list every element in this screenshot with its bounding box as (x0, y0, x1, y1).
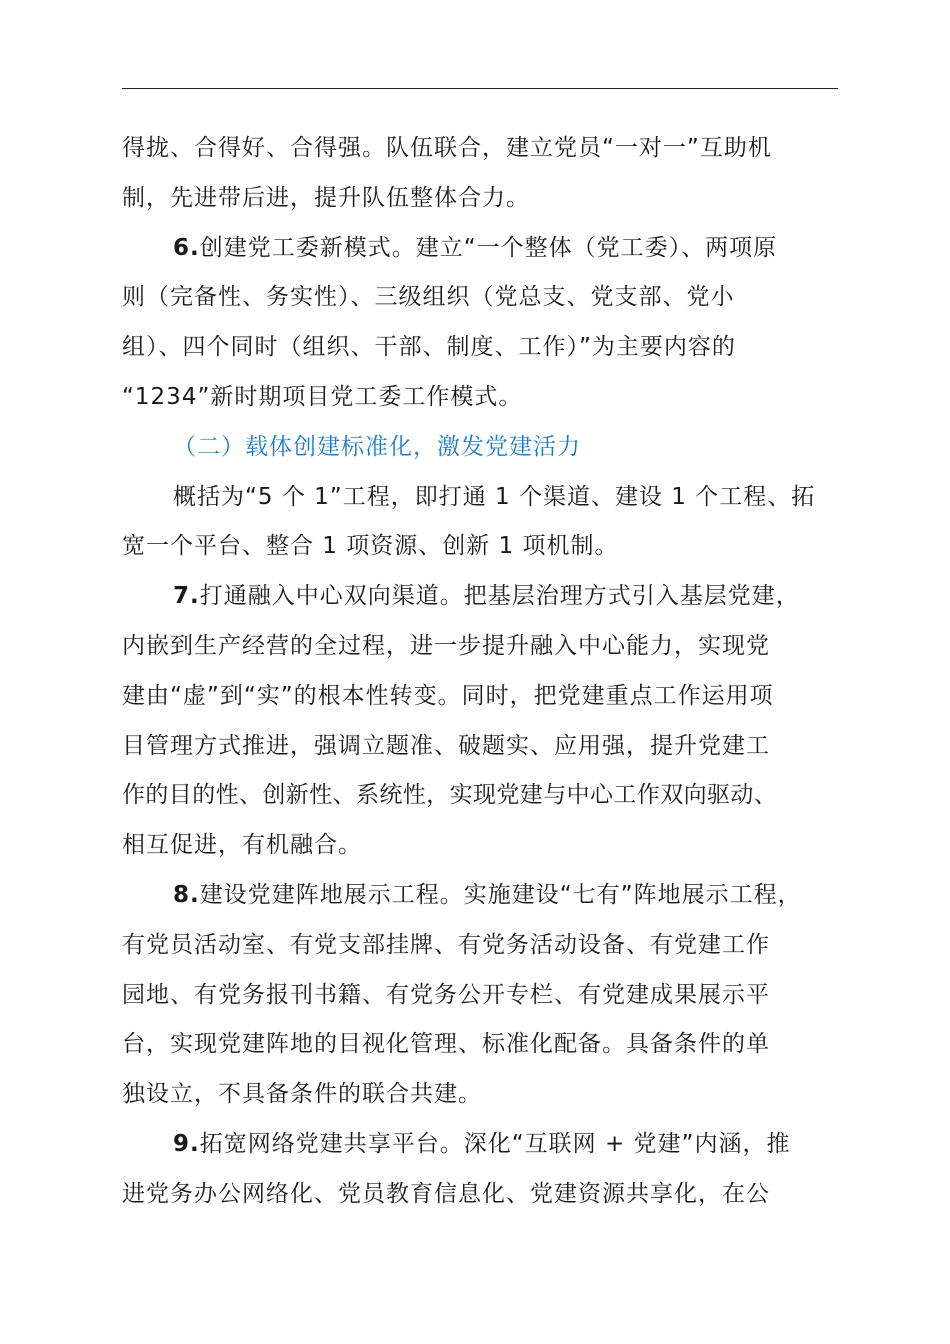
text-line: 作的目的性、创新性、系统性，实现党建与中心工作双向驱动、 (122, 782, 778, 809)
text-line: “1234”新时期项目党工委工作模式。 (122, 383, 523, 410)
text-line: 园地、有党务报刊书籍、有党务公开专栏、有党建成果展示平 (122, 981, 770, 1008)
text-line: 宽一个平台、整合 1 项资源、创新 1 项机制。 (122, 533, 619, 560)
item-number: 6. (173, 234, 200, 261)
paragraph (122, 224, 838, 423)
paragraph (122, 124, 838, 224)
item-number: 9. (173, 1130, 200, 1157)
text-line (122, 572, 838, 622)
paragraph (122, 572, 838, 871)
text-line: 台，实现党建阵地的目视化管理、标准化配备。具备条件的单 (122, 1031, 770, 1058)
text-line (122, 1120, 838, 1170)
text-line: 进党务办公网络化、党员教育信息化、党建资源共享化，在公 (122, 1180, 770, 1207)
text-line: 独设立，不具备条件的联合共建。 (122, 1081, 482, 1108)
section-heading: （二）载体创建标准化，激发党建活力 (173, 433, 581, 460)
text-line (122, 224, 838, 274)
text-run: 创建党工委新模式。建立“一个整体（党工委）、两项原 (199, 234, 778, 261)
text-line: 则（完备性、务实性）、三级组织（党总支、党支部、党小 (122, 284, 735, 311)
header-rule (122, 88, 838, 89)
text-line: 概括为“5 个 1”工程，即打通 1 个渠道、建设 1 个工程、拓 (173, 483, 816, 510)
text-line: 内嵌到生产经营的全过程，进一步提升融入中心能力，实现党 (122, 632, 770, 659)
text-line: 相互促进，有机融合。 (122, 832, 362, 859)
text-line: 组）、四个同时（组织、干部、制度、工作）”为主要内容的 (122, 334, 736, 361)
text-line: 目管理方式推进，强调立题准、破题实、应用强，提升党建工 (122, 732, 770, 759)
item-number: 7. (173, 583, 200, 610)
text-run: 建设党建阵地展示工程。实施建设“七有”阵地展示工程， (199, 881, 802, 908)
text-run: 打通融入中心双向渠道。把基层治理方式引入基层党建， (199, 583, 800, 610)
item-number: 8. (173, 881, 200, 908)
text-line (122, 871, 838, 921)
paragraph (122, 1120, 838, 1220)
paragraph (122, 871, 838, 1120)
text-line: 有党员活动室、有党支部挂牌、有党务活动设备、有党建工作 (122, 931, 770, 958)
text-run: 拓宽网络党建共享平台。深化“互联网 + 党建”内涵，推 (199, 1130, 791, 1157)
document-body (122, 124, 838, 1220)
paragraph (122, 473, 838, 573)
text-line: 建由“虚”到“实”的根本性转变。同时，把党建重点工作运用项 (122, 682, 774, 709)
text-line: 得拢、合得好、合得强。队伍联合，建立党员“一对一”互助机 (122, 135, 772, 161)
text-line: 制，先进带后进，提升队伍整体合力。 (122, 184, 530, 211)
